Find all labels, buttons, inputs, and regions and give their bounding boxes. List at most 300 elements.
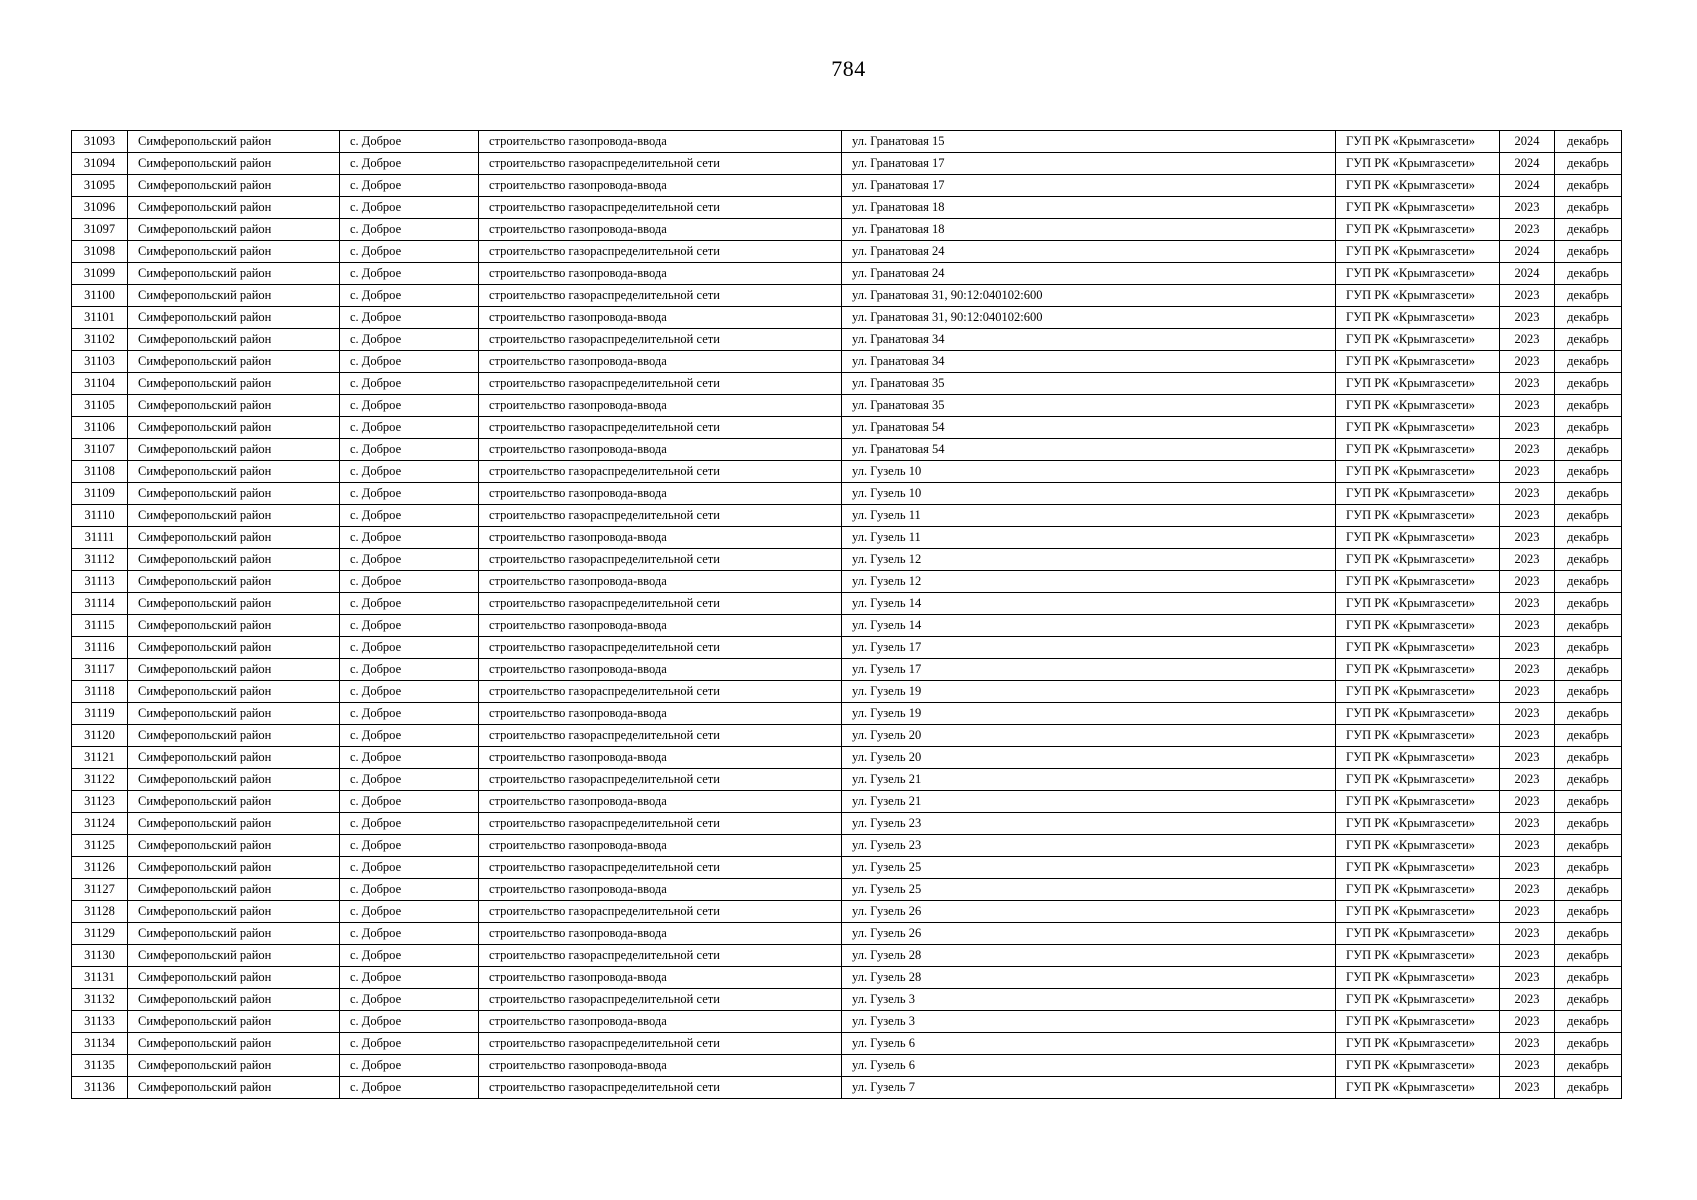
work-type-cell: строительство газораспределительной сети xyxy=(479,637,842,659)
month-cell: декабрь xyxy=(1555,879,1622,901)
table-row xyxy=(72,439,1622,461)
locality-cell: с. Доброе xyxy=(340,637,479,659)
district-cell: Симферопольский район xyxy=(128,241,340,263)
address-cell: ул. Гузель 20 xyxy=(842,747,1336,769)
work-type-cell: строительство газораспределительной сети xyxy=(479,989,842,1011)
locality-cell: с. Доброе xyxy=(340,175,479,197)
district-cell: Симферопольский район xyxy=(128,153,340,175)
row-number-cell: 31132 xyxy=(72,989,128,1011)
work-type-cell: строительство газопровода-ввода xyxy=(479,571,842,593)
district-cell: Симферопольский район xyxy=(128,857,340,879)
address-cell: ул. Гранатовая 34 xyxy=(842,351,1336,373)
row-number-cell: 31121 xyxy=(72,747,128,769)
work-type-cell: строительство газораспределительной сети xyxy=(479,373,842,395)
address-cell: ул. Гузель 14 xyxy=(842,593,1336,615)
table-row xyxy=(72,505,1622,527)
table-row xyxy=(72,175,1622,197)
work-type-cell: строительство газораспределительной сети xyxy=(479,945,842,967)
locality-cell: с. Доброе xyxy=(340,329,479,351)
organization-cell: ГУП РК «Крымгазсети» xyxy=(1336,439,1500,461)
work-type-cell: строительство газораспределительной сети xyxy=(479,505,842,527)
organization-cell: ГУП РК «Крымгазсети» xyxy=(1336,153,1500,175)
locality-cell: с. Доброе xyxy=(340,593,479,615)
organization-cell: ГУП РК «Крымгазсети» xyxy=(1336,1033,1500,1055)
address-cell: ул. Гранатовая 35 xyxy=(842,395,1336,417)
row-number-cell: 31123 xyxy=(72,791,128,813)
district-cell: Симферопольский район xyxy=(128,461,340,483)
locality-cell: с. Доброе xyxy=(340,461,479,483)
row-number-cell: 31109 xyxy=(72,483,128,505)
row-number-cell: 31125 xyxy=(72,835,128,857)
month-cell: декабрь xyxy=(1555,1011,1622,1033)
organization-cell: ГУП РК «Крымгазсети» xyxy=(1336,571,1500,593)
month-cell: декабрь xyxy=(1555,945,1622,967)
organization-cell: ГУП РК «Крымгазсети» xyxy=(1336,659,1500,681)
table-row xyxy=(72,989,1622,1011)
table-row xyxy=(72,901,1622,923)
table-row xyxy=(72,241,1622,263)
district-cell: Симферопольский район xyxy=(128,197,340,219)
organization-cell: ГУП РК «Крымгазсети» xyxy=(1336,373,1500,395)
address-cell: ул. Гранатовая 24 xyxy=(842,241,1336,263)
year-cell: 2024 xyxy=(1500,241,1555,263)
district-cell: Симферопольский район xyxy=(128,879,340,901)
month-cell: декабрь xyxy=(1555,923,1622,945)
organization-cell: ГУП РК «Крымгазсети» xyxy=(1336,967,1500,989)
organization-cell: ГУП РК «Крымгазсети» xyxy=(1336,329,1500,351)
row-number-cell: 31136 xyxy=(72,1077,128,1099)
address-cell: ул. Гранатовая 31, 90:12:040102:600 xyxy=(842,307,1336,329)
organization-cell: ГУП РК «Крымгазсети» xyxy=(1336,879,1500,901)
month-cell: декабрь xyxy=(1555,703,1622,725)
month-cell: декабрь xyxy=(1555,219,1622,241)
month-cell: декабрь xyxy=(1555,1033,1622,1055)
locality-cell: с. Доброе xyxy=(340,395,479,417)
locality-cell: с. Доброе xyxy=(340,659,479,681)
month-cell: декабрь xyxy=(1555,681,1622,703)
year-cell: 2023 xyxy=(1500,461,1555,483)
address-cell: ул. Гранатовая 18 xyxy=(842,219,1336,241)
row-number-cell: 31102 xyxy=(72,329,128,351)
row-number-cell: 31099 xyxy=(72,263,128,285)
district-cell: Симферопольский район xyxy=(128,703,340,725)
table-row xyxy=(72,461,1622,483)
table-row xyxy=(72,879,1622,901)
work-type-cell: строительство газопровода-ввода xyxy=(479,747,842,769)
year-cell: 2023 xyxy=(1500,483,1555,505)
address-cell: ул. Гранатовая 35 xyxy=(842,373,1336,395)
district-cell: Симферопольский район xyxy=(128,395,340,417)
row-number-cell: 31103 xyxy=(72,351,128,373)
month-cell: декабрь xyxy=(1555,835,1622,857)
district-cell: Симферопольский район xyxy=(128,307,340,329)
year-cell: 2023 xyxy=(1500,703,1555,725)
district-cell: Симферопольский район xyxy=(128,175,340,197)
month-cell: декабрь xyxy=(1555,769,1622,791)
row-number-cell: 31122 xyxy=(72,769,128,791)
year-cell: 2023 xyxy=(1500,373,1555,395)
locality-cell: с. Доброе xyxy=(340,769,479,791)
district-cell: Симферопольский район xyxy=(128,417,340,439)
locality-cell: с. Доброе xyxy=(340,131,479,153)
district-cell: Симферопольский район xyxy=(128,747,340,769)
work-type-cell: строительство газораспределительной сети xyxy=(479,1033,842,1055)
row-number-cell: 31119 xyxy=(72,703,128,725)
district-cell: Симферопольский район xyxy=(128,219,340,241)
work-type-cell: строительство газораспределительной сети xyxy=(479,241,842,263)
locality-cell: с. Доброе xyxy=(340,527,479,549)
row-number-cell: 31135 xyxy=(72,1055,128,1077)
row-number-cell: 31124 xyxy=(72,813,128,835)
address-cell: ул. Гранатовая 18 xyxy=(842,197,1336,219)
organization-cell: ГУП РК «Крымгазсети» xyxy=(1336,593,1500,615)
month-cell: декабрь xyxy=(1555,175,1622,197)
address-cell: ул. Гранатовая 15 xyxy=(842,131,1336,153)
address-cell: ул. Гузель 23 xyxy=(842,835,1336,857)
work-type-cell: строительство газораспределительной сети xyxy=(479,901,842,923)
address-cell: ул. Гузель 17 xyxy=(842,637,1336,659)
year-cell: 2023 xyxy=(1500,901,1555,923)
work-type-cell: строительство газораспределительной сети xyxy=(479,593,842,615)
organization-cell: ГУП РК «Крымгазсети» xyxy=(1336,747,1500,769)
row-number-cell: 31097 xyxy=(72,219,128,241)
row-number-cell: 31133 xyxy=(72,1011,128,1033)
district-cell: Симферопольский район xyxy=(128,593,340,615)
organization-cell: ГУП РК «Крымгазсети» xyxy=(1336,483,1500,505)
row-number-cell: 31107 xyxy=(72,439,128,461)
locality-cell: с. Доброе xyxy=(340,153,479,175)
month-cell: декабрь xyxy=(1555,197,1622,219)
address-cell: ул. Гранатовая 17 xyxy=(842,175,1336,197)
locality-cell: с. Доброе xyxy=(340,615,479,637)
work-type-cell: строительство газопровода-ввода xyxy=(479,219,842,241)
month-cell: декабрь xyxy=(1555,813,1622,835)
row-number-cell: 31101 xyxy=(72,307,128,329)
locality-cell: с. Доброе xyxy=(340,1077,479,1099)
table-row xyxy=(72,725,1622,747)
month-cell: декабрь xyxy=(1555,351,1622,373)
district-cell: Симферопольский район xyxy=(128,835,340,857)
district-cell: Симферопольский район xyxy=(128,989,340,1011)
year-cell: 2023 xyxy=(1500,351,1555,373)
table-row xyxy=(72,659,1622,681)
year-cell: 2023 xyxy=(1500,857,1555,879)
row-number-cell: 31115 xyxy=(72,615,128,637)
table-row xyxy=(72,945,1622,967)
row-number-cell: 31098 xyxy=(72,241,128,263)
year-cell: 2023 xyxy=(1500,285,1555,307)
address-cell: ул. Гранатовая 54 xyxy=(842,417,1336,439)
address-cell: ул. Гузель 20 xyxy=(842,725,1336,747)
row-number-cell: 31134 xyxy=(72,1033,128,1055)
address-cell: ул. Гузель 10 xyxy=(842,461,1336,483)
locality-cell: с. Доброе xyxy=(340,1055,479,1077)
year-cell: 2023 xyxy=(1500,879,1555,901)
organization-cell: ГУП РК «Крымгазсети» xyxy=(1336,835,1500,857)
table-row xyxy=(72,527,1622,549)
month-cell: декабрь xyxy=(1555,373,1622,395)
table-row xyxy=(72,615,1622,637)
table-row xyxy=(72,417,1622,439)
work-type-cell: строительство газопровода-ввода xyxy=(479,1011,842,1033)
table-row xyxy=(72,967,1622,989)
year-cell: 2023 xyxy=(1500,725,1555,747)
table-row xyxy=(72,1011,1622,1033)
table-row xyxy=(72,285,1622,307)
address-cell: ул. Гузель 3 xyxy=(842,1011,1336,1033)
work-type-cell: строительство газопровода-ввода xyxy=(479,263,842,285)
work-type-cell: строительство газопровода-ввода xyxy=(479,835,842,857)
locality-cell: с. Доброе xyxy=(340,351,479,373)
month-cell: декабрь xyxy=(1555,307,1622,329)
address-cell: ул. Гузель 12 xyxy=(842,549,1336,571)
organization-cell: ГУП РК «Крымгазсети» xyxy=(1336,351,1500,373)
district-cell: Симферопольский район xyxy=(128,329,340,351)
locality-cell: с. Доброе xyxy=(340,945,479,967)
locality-cell: с. Доброе xyxy=(340,857,479,879)
locality-cell: с. Доброе xyxy=(340,263,479,285)
year-cell: 2023 xyxy=(1500,505,1555,527)
district-cell: Симферопольский район xyxy=(128,1033,340,1055)
work-type-cell: строительство газораспределительной сети xyxy=(479,197,842,219)
table-row xyxy=(72,131,1622,153)
row-number-cell: 31117 xyxy=(72,659,128,681)
work-type-cell: строительство газопровода-ввода xyxy=(479,131,842,153)
row-number-cell: 31108 xyxy=(72,461,128,483)
table-row xyxy=(72,637,1622,659)
table-row xyxy=(72,681,1622,703)
month-cell: декабрь xyxy=(1555,747,1622,769)
locality-cell: с. Доброе xyxy=(340,439,479,461)
district-cell: Симферопольский район xyxy=(128,791,340,813)
table-row xyxy=(72,1033,1622,1055)
district-cell: Симферопольский район xyxy=(128,351,340,373)
organization-cell: ГУП РК «Крымгазсети» xyxy=(1336,505,1500,527)
table-row xyxy=(72,593,1622,615)
address-cell: ул. Гранатовая 24 xyxy=(842,263,1336,285)
district-cell: Симферопольский район xyxy=(128,945,340,967)
month-cell: декабрь xyxy=(1555,967,1622,989)
table-row xyxy=(72,857,1622,879)
year-cell: 2023 xyxy=(1500,197,1555,219)
row-number-cell: 31106 xyxy=(72,417,128,439)
year-cell: 2023 xyxy=(1500,439,1555,461)
organization-cell: ГУП РК «Крымгазсети» xyxy=(1336,615,1500,637)
work-type-cell: строительство газопровода-ввода xyxy=(479,527,842,549)
work-type-cell: строительство газопровода-ввода xyxy=(479,659,842,681)
year-cell: 2023 xyxy=(1500,593,1555,615)
year-cell: 2024 xyxy=(1500,131,1555,153)
month-cell: декабрь xyxy=(1555,593,1622,615)
month-cell: декабрь xyxy=(1555,527,1622,549)
month-cell: декабрь xyxy=(1555,263,1622,285)
table-row xyxy=(72,813,1622,835)
table-row xyxy=(72,373,1622,395)
month-cell: декабрь xyxy=(1555,989,1622,1011)
table-row xyxy=(72,923,1622,945)
district-cell: Симферопольский район xyxy=(128,901,340,923)
row-number-cell: 31110 xyxy=(72,505,128,527)
address-cell: ул. Гузель 19 xyxy=(842,681,1336,703)
year-cell: 2023 xyxy=(1500,417,1555,439)
year-cell: 2023 xyxy=(1500,791,1555,813)
month-cell: декабрь xyxy=(1555,329,1622,351)
work-type-cell: строительство газопровода-ввода xyxy=(479,791,842,813)
work-type-cell: строительство газопровода-ввода xyxy=(479,395,842,417)
address-cell: ул. Гузель 3 xyxy=(842,989,1336,1011)
month-cell: декабрь xyxy=(1555,901,1622,923)
locality-cell: с. Доброе xyxy=(340,747,479,769)
locality-cell: с. Доброе xyxy=(340,813,479,835)
row-number-cell: 31116 xyxy=(72,637,128,659)
district-cell: Симферопольский район xyxy=(128,725,340,747)
locality-cell: с. Доброе xyxy=(340,307,479,329)
locality-cell: с. Доброе xyxy=(340,483,479,505)
locality-cell: с. Доброе xyxy=(340,549,479,571)
organization-cell: ГУП РК «Крымгазсети» xyxy=(1336,901,1500,923)
address-cell: ул. Гузель 11 xyxy=(842,505,1336,527)
month-cell: декабрь xyxy=(1555,505,1622,527)
address-cell: ул. Гузель 28 xyxy=(842,945,1336,967)
organization-cell: ГУП РК «Крымгазсети» xyxy=(1336,769,1500,791)
work-type-cell: строительство газораспределительной сети xyxy=(479,769,842,791)
address-cell: ул. Гранатовая 31, 90:12:040102:600 xyxy=(842,285,1336,307)
locality-cell: с. Доброе xyxy=(340,923,479,945)
organization-cell: ГУП РК «Крымгазсети» xyxy=(1336,725,1500,747)
row-number-cell: 31095 xyxy=(72,175,128,197)
year-cell: 2023 xyxy=(1500,307,1555,329)
row-number-cell: 31104 xyxy=(72,373,128,395)
month-cell: декабрь xyxy=(1555,615,1622,637)
locality-cell: с. Доброе xyxy=(340,879,479,901)
table-row xyxy=(72,153,1622,175)
district-cell: Симферопольский район xyxy=(128,285,340,307)
table-row xyxy=(72,747,1622,769)
year-cell: 2023 xyxy=(1500,219,1555,241)
locality-cell: с. Доброе xyxy=(340,219,479,241)
row-number-cell: 31127 xyxy=(72,879,128,901)
address-cell: ул. Гузель 10 xyxy=(842,483,1336,505)
district-cell: Симферопольский район xyxy=(128,483,340,505)
organization-cell: ГУП РК «Крымгазсети» xyxy=(1336,527,1500,549)
year-cell: 2023 xyxy=(1500,1033,1555,1055)
year-cell: 2023 xyxy=(1500,659,1555,681)
locality-cell: с. Доброе xyxy=(340,901,479,923)
year-cell: 2023 xyxy=(1500,967,1555,989)
year-cell: 2023 xyxy=(1500,1077,1555,1099)
address-cell: ул. Гузель 23 xyxy=(842,813,1336,835)
work-type-cell: строительство газопровода-ввода xyxy=(479,351,842,373)
address-cell: ул. Гузель 17 xyxy=(842,659,1336,681)
district-cell: Симферопольский район xyxy=(128,615,340,637)
organization-cell: ГУП РК «Крымгазсети» xyxy=(1336,285,1500,307)
work-type-cell: строительство газопровода-ввода xyxy=(479,703,842,725)
address-cell: ул. Гузель 6 xyxy=(842,1055,1336,1077)
district-cell: Симферопольский район xyxy=(128,637,340,659)
address-cell: ул. Гузель 28 xyxy=(842,967,1336,989)
locality-cell: с. Доброе xyxy=(340,505,479,527)
address-cell: ул. Гузель 26 xyxy=(842,901,1336,923)
district-cell: Симферопольский район xyxy=(128,527,340,549)
organization-cell: ГУП РК «Крымгазсети» xyxy=(1336,1055,1500,1077)
year-cell: 2023 xyxy=(1500,989,1555,1011)
district-cell: Симферопольский район xyxy=(128,659,340,681)
work-type-cell: строительство газопровода-ввода xyxy=(479,1055,842,1077)
row-number-cell: 31131 xyxy=(72,967,128,989)
work-type-cell: строительство газопровода-ввода xyxy=(479,483,842,505)
work-type-cell: строительство газораспределительной сети xyxy=(479,285,842,307)
year-cell: 2023 xyxy=(1500,1011,1555,1033)
row-number-cell: 31113 xyxy=(72,571,128,593)
locality-cell: с. Доброе xyxy=(340,1011,479,1033)
month-cell: декабрь xyxy=(1555,571,1622,593)
work-type-cell: строительство газопровода-ввода xyxy=(479,307,842,329)
organization-cell: ГУП РК «Крымгазсети» xyxy=(1336,307,1500,329)
address-cell: ул. Гузель 21 xyxy=(842,791,1336,813)
locality-cell: с. Доброе xyxy=(340,1033,479,1055)
year-cell: 2023 xyxy=(1500,395,1555,417)
address-cell: ул. Гузель 14 xyxy=(842,615,1336,637)
table-row xyxy=(72,571,1622,593)
work-type-cell: строительство газораспределительной сети xyxy=(479,725,842,747)
district-cell: Симферопольский район xyxy=(128,1055,340,1077)
year-cell: 2023 xyxy=(1500,1055,1555,1077)
work-type-cell: строительство газопровода-ввода xyxy=(479,175,842,197)
work-type-cell: строительство газораспределительной сети xyxy=(479,681,842,703)
district-cell: Симферопольский район xyxy=(128,923,340,945)
address-cell: ул. Гранатовая 17 xyxy=(842,153,1336,175)
district-cell: Симферопольский район xyxy=(128,571,340,593)
address-cell: ул. Гузель 26 xyxy=(842,923,1336,945)
row-number-cell: 31112 xyxy=(72,549,128,571)
table-row xyxy=(72,703,1622,725)
table-row xyxy=(72,395,1622,417)
year-cell: 2024 xyxy=(1500,175,1555,197)
row-number-cell: 31105 xyxy=(72,395,128,417)
month-cell: декабрь xyxy=(1555,439,1622,461)
row-number-cell: 31114 xyxy=(72,593,128,615)
month-cell: декабрь xyxy=(1555,285,1622,307)
district-cell: Симферопольский район xyxy=(128,769,340,791)
work-type-cell: строительство газораспределительной сети xyxy=(479,329,842,351)
address-cell: ул. Гузель 25 xyxy=(842,857,1336,879)
month-cell: декабрь xyxy=(1555,395,1622,417)
row-number-cell: 31096 xyxy=(72,197,128,219)
work-type-cell: строительство газопровода-ввода xyxy=(479,923,842,945)
table-row xyxy=(72,351,1622,373)
table-row xyxy=(72,219,1622,241)
year-cell: 2023 xyxy=(1500,923,1555,945)
row-number-cell: 31094 xyxy=(72,153,128,175)
organization-cell: ГУП РК «Крымгазсети» xyxy=(1336,923,1500,945)
row-number-cell: 31128 xyxy=(72,901,128,923)
year-cell: 2023 xyxy=(1500,769,1555,791)
month-cell: декабрь xyxy=(1555,549,1622,571)
table-body xyxy=(72,131,1622,1099)
locality-cell: с. Доброе xyxy=(340,703,479,725)
address-cell: ул. Гузель 12 xyxy=(842,571,1336,593)
organization-cell: ГУП РК «Крымгазсети» xyxy=(1336,175,1500,197)
work-type-cell: строительство газораспределительной сети xyxy=(479,461,842,483)
month-cell: декабрь xyxy=(1555,1077,1622,1099)
month-cell: декабрь xyxy=(1555,791,1622,813)
year-cell: 2024 xyxy=(1500,153,1555,175)
work-type-cell: строительство газопровода-ввода xyxy=(479,879,842,901)
row-number-cell: 31120 xyxy=(72,725,128,747)
locality-cell: с. Доброе xyxy=(340,373,479,395)
year-cell: 2023 xyxy=(1500,813,1555,835)
table-row xyxy=(72,483,1622,505)
